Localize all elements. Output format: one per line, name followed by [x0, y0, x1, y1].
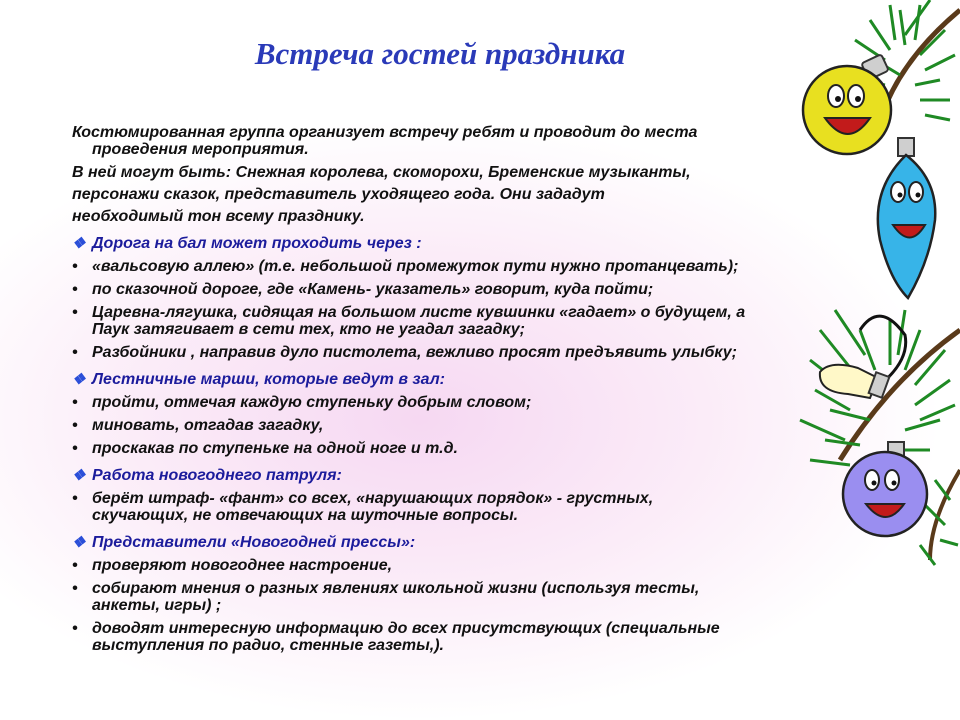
list-item	[72, 580, 872, 614]
list-item-text: Царевна-лягушка, сидящая на большом листе кувшинки «гадает» о будущем, а Паук затягивает в сети тех, кто не угадал загадку;	[92, 304, 746, 338]
intro-line: Костюмированная группа организует встречу ребят и проводит до места	[72, 124, 698, 141]
list-item-text: по сказочной дороге, где «Камень- указатель» говорит, куда пойти;	[92, 281, 654, 298]
diamond-bullet-icon: ❖	[72, 467, 86, 484]
section-heading	[72, 467, 872, 484]
section-heading-text: Представители «Новогодней прессы»:	[92, 534, 416, 551]
intro-line: проведения мероприятия.	[92, 141, 309, 158]
list-item	[72, 557, 872, 574]
list-item	[72, 344, 872, 361]
bullet-icon: •	[72, 344, 78, 361]
list-item	[72, 440, 872, 457]
section-heading	[72, 534, 872, 551]
slide-title: Встреча гостей праздника	[254, 36, 626, 71]
list-item-text: проверяют новогоднее настроение,	[92, 557, 393, 574]
bullet-icon: •	[72, 557, 78, 574]
bullet-icon: •	[72, 490, 78, 507]
bullet-icon: •	[72, 394, 78, 411]
list-item	[72, 258, 872, 275]
text-line: необходимый тон всему празднику.	[72, 208, 365, 225]
list-item-text: «вальсовую аллею» (т.е. небольшой промежуток пути нужно протанцевать);	[92, 258, 739, 275]
slide-body	[72, 124, 872, 660]
list-item	[72, 394, 872, 411]
cyan-icicle-ornament-face-icon	[878, 138, 935, 298]
list-item	[72, 281, 872, 298]
list-item	[72, 417, 872, 434]
bullet-icon: •	[72, 281, 78, 298]
bullet-icon: •	[72, 440, 78, 457]
bullet-icon: •	[72, 580, 78, 597]
section-heading-text: Лестничные марши, которые ведут в зал:	[92, 371, 445, 388]
text-line: В ней могут быть: Снежная королева, скоморохи, Бременские музыканты,	[72, 164, 691, 181]
list-item-text: берёт штраф- «фант» со всех, «нарушающих порядок» - грустных, скучающих, не отвечающих на шуточные вопросы.	[92, 490, 654, 524]
diamond-bullet-icon: ❖	[72, 371, 86, 388]
section-heading	[72, 235, 872, 252]
list-item-text: собирают мнения о разных явлениях школьной жизни (используя тесты, анкеты, игры) ;	[92, 580, 700, 614]
diamond-bullet-icon: ❖	[72, 534, 86, 551]
bullet-icon: •	[72, 258, 78, 275]
list-item	[72, 304, 872, 338]
section-road-to-ball	[72, 235, 872, 361]
section-heading-text: Дорога на бал может проходить через :	[92, 235, 422, 252]
list-item-text: Разбойники , направив дуло пистолета, вежливо просят предъявить улыбку;	[92, 344, 737, 361]
list-item-text: пройти, отмечая каждую ступеньку добрым словом;	[92, 394, 532, 411]
list-item	[72, 620, 872, 654]
section-heading-text: Работа новогоднего патруля:	[92, 467, 342, 484]
bullet-icon: •	[72, 304, 78, 321]
intro-paragraph	[72, 124, 872, 158]
section-patrol	[72, 467, 872, 524]
list-item-text: доводят интересную информацию до всех присутствующих (специальные выступления по радио, стенные газеты,).	[92, 620, 720, 654]
list-item	[72, 490, 872, 524]
section-press	[72, 534, 872, 654]
diamond-bullet-icon: ❖	[72, 235, 86, 252]
section-staircase	[72, 371, 872, 457]
list-item-text: миновать, отгадав загадку,	[92, 417, 324, 434]
bullet-icon: •	[72, 620, 78, 637]
list-item-text: проскакав по ступеньке на одной ноге и т.д.	[92, 440, 458, 457]
bullet-icon: •	[72, 417, 78, 434]
text-line: персонажи сказок, представитель уходящего года. Они зададут	[72, 186, 605, 203]
section-heading	[72, 371, 872, 388]
